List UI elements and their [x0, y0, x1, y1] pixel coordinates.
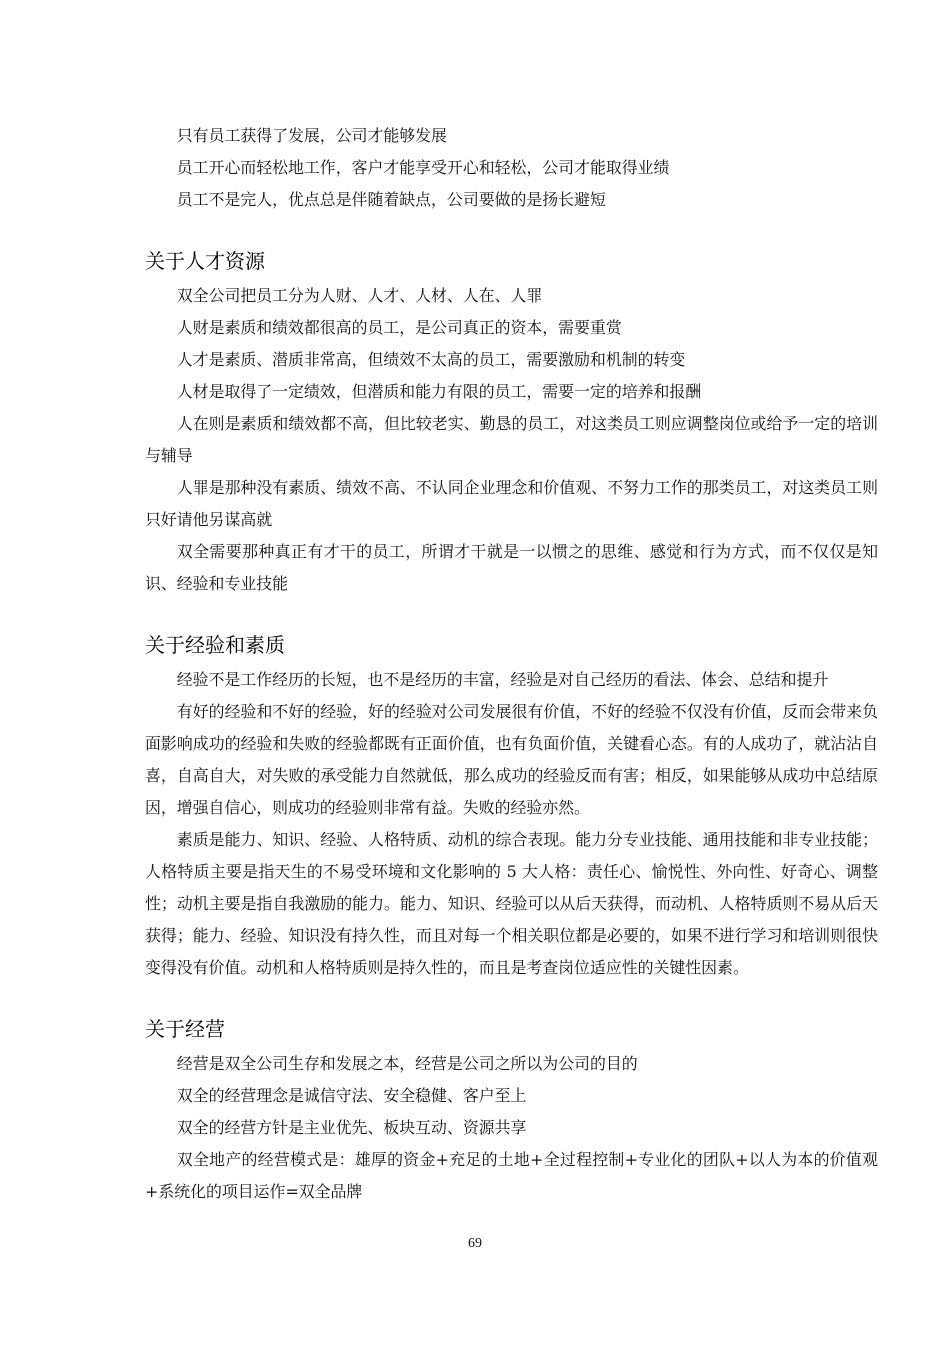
paragraph: 有好的经验和不好的经验，好的经验对公司发展很有价值，不好的经验不仅没有价值，反而会带来负面影响成功的经验和失败的经验都既有正面价值，也有负面价值，关键看心态。有的人成功了，就沾沾自喜，自高自大，对失败的承受能力自然就低，那么成功的经验反而有害；相反，如果能够从成功中总结原因，增强自信心，则成功的经验则非常有益。失败的经验亦然。 [145, 702, 878, 817]
section-heading: 关于经营 [145, 1017, 225, 1041]
paragraph: 双全需要那种真正有才干的员工，所谓才干就是一以惯之的思维、感觉和行为方式，而不仅仅是知识、经验和专业技能 [145, 542, 878, 593]
paragraph: 人才是素质、潜质非常高，但绩效不太高的员工，需要激励和机制的转变 [176, 350, 686, 369]
page-number: 69 [468, 1236, 482, 1251]
paragraph: 人财是素质和绩效都很高的员工，是公司真正的资本，需要重赏 [176, 318, 622, 337]
section-experience-quality [145, 629, 878, 984]
paragraph: 人材是取得了一定绩效，但潜质和能力有限的员工，需要一定的培养和报酬 [176, 382, 702, 401]
intro-paragraph: 只有员工获得了发展，公司才能够发展 [176, 126, 447, 145]
paragraph: 双全公司把员工分为人财、人才、人材、人在、人罪 [176, 286, 543, 305]
paragraph: 经营是双全公司生存和发展之本，经营是公司之所以为公司的目的 [176, 1054, 638, 1073]
page-body [145, 120, 878, 1208]
section-talent-resources [145, 245, 878, 600]
paragraph: 双全地产的经营模式是：雄厚的资金+充足的土地+全过程控制+专业化的团队+以人为本的价值观+系统化的项目运作=双全品牌 [145, 1150, 878, 1201]
paragraph: 人罪是那种没有素质、绩效不高、不认同企业理念和价值观、不努力工作的那类员工，对这类员工则只好请他另谋高就 [145, 478, 878, 529]
paragraph: 人在则是素质和绩效都不高，但比较老实、勤恳的员工，对这类员工则应调整岗位或给予一定的培训与辅导 [145, 414, 878, 465]
intro-paragraph: 员工开心而轻松地工作，客户才能享受开心和轻松，公司才能取得业绩 [176, 158, 670, 177]
section-heading: 关于人才资源 [145, 249, 265, 273]
paragraph: 经验不是工作经历的长短，也不是经历的丰富，经验是对自己经历的看法、体会、总结和提升 [176, 670, 829, 689]
paragraph: 双全的经营方针是主业优先、板块互动、资源共享 [176, 1118, 527, 1137]
paragraph: 双全的经营理念是诚信守法、安全稳健、客户至上 [176, 1086, 527, 1105]
paragraph: 素质是能力、知识、经验、人格特质、动机的综合表现。能力分专业技能、通用技能和非专业技能；人格特质主要是指天生的不易受环境和文化影响的 5 大人格：责任心、愉悦性、外向性、好奇心、调整性；动机主要是指自我激励的能力。能力、知识、经验可以从后天获得，而动机、人格特质则不易从后天获得；能力、经验、知识没有持久性，而且对每一个相关职位都是必要的，如果不进行学习和培训则很快变得没有价值。动机和人格特质则是持久性的，而且是考查岗位适应性的关键性因素。 [145, 830, 878, 977]
section-heading: 关于经验和素质 [145, 633, 285, 657]
intro-paragraph: 员工不是完人，优点总是伴随着缺点，公司要做的是扬长避短 [176, 190, 606, 209]
section-operations [145, 1013, 878, 1208]
